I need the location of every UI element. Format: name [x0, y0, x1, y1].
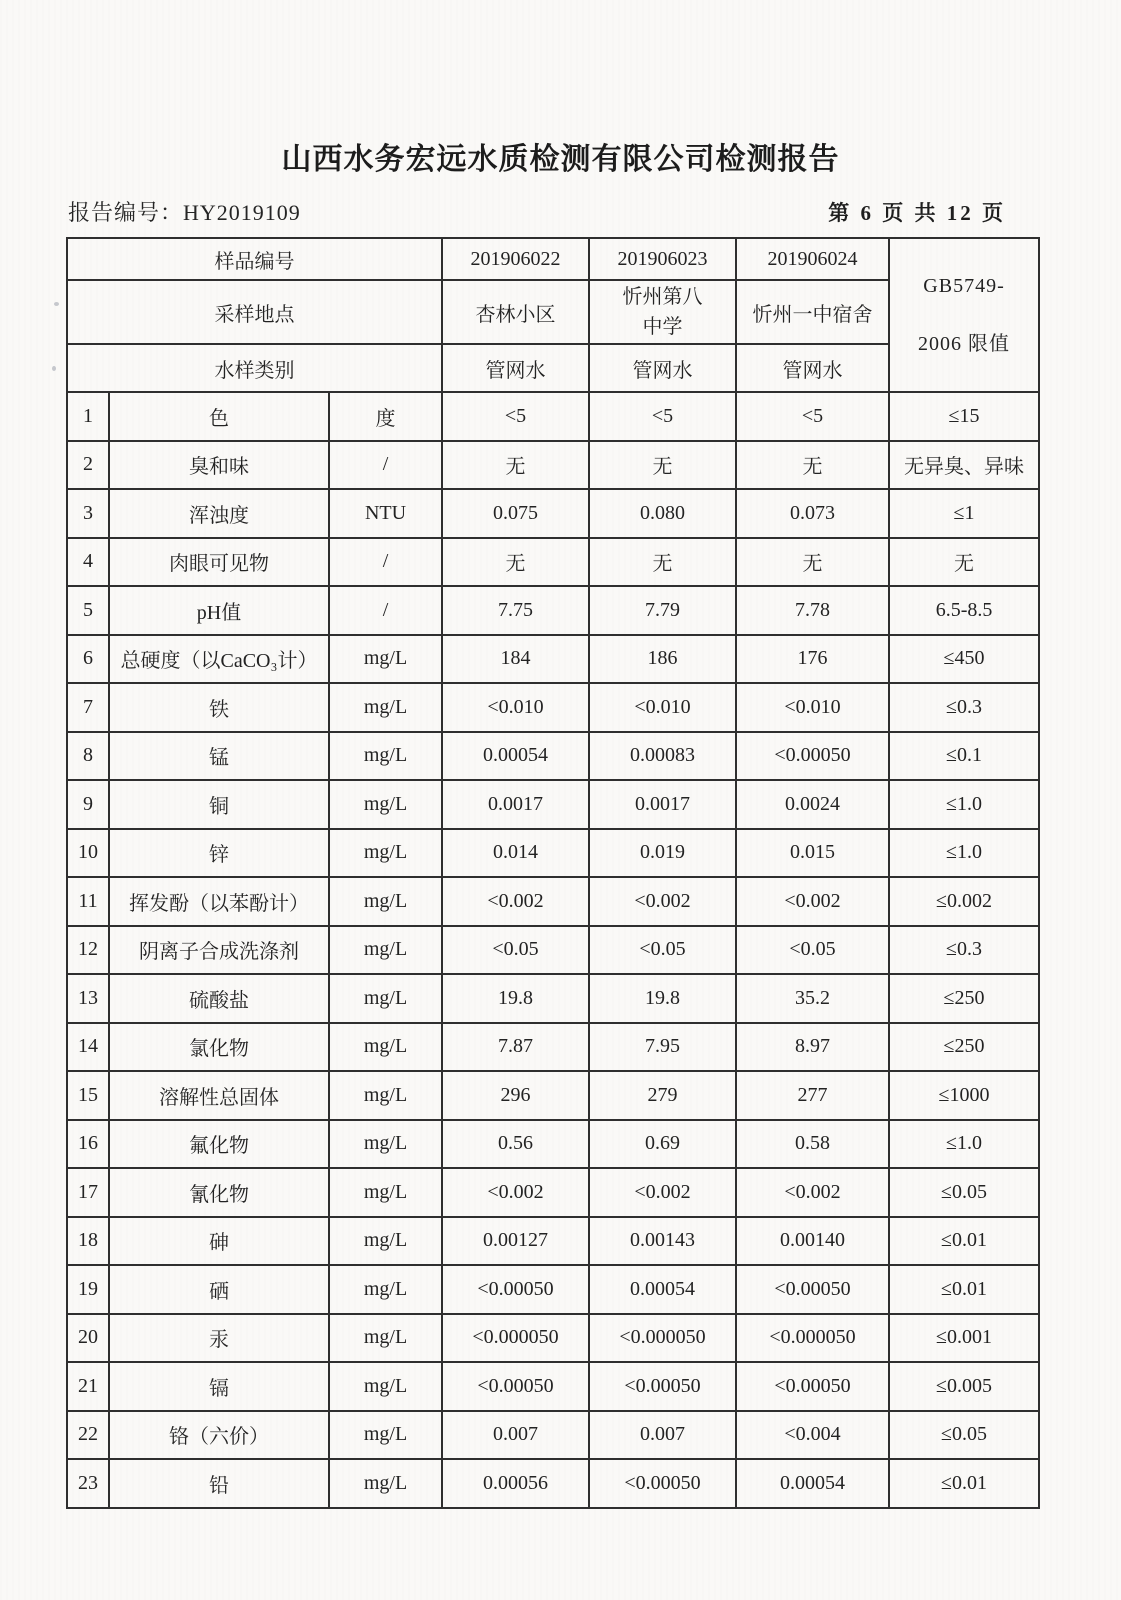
parameter-name: pH值: [109, 586, 329, 635]
parameter-name: 镉: [109, 1362, 329, 1411]
sample3-value: <0.002: [736, 877, 889, 926]
sample3-value: <0.05: [736, 926, 889, 975]
table-row: [67, 489, 1039, 538]
parameter-name: 铁: [109, 683, 329, 732]
parameter-name: 铬（六价）: [109, 1411, 329, 1460]
sample3-value: <0.002: [736, 1168, 889, 1217]
sample2-value: 0.007: [589, 1411, 736, 1460]
sample1-value: <0.002: [442, 1168, 589, 1217]
row-number: 3: [67, 489, 109, 538]
sample3-value: 35.2: [736, 974, 889, 1023]
row-number: 16: [67, 1120, 109, 1169]
unit: /: [329, 586, 442, 635]
limit-value: ≤0.05: [889, 1168, 1039, 1217]
sample1-value: <5: [442, 392, 589, 441]
sample1-value: 7.75: [442, 586, 589, 635]
unit: mg/L: [329, 1071, 442, 1120]
unit: NTU: [329, 489, 442, 538]
row-number: 12: [67, 926, 109, 975]
scan-speck: [52, 366, 56, 371]
table-row: [67, 1314, 1039, 1363]
table-row: [67, 586, 1039, 635]
unit: /: [329, 441, 442, 490]
sample2-value: <5: [589, 392, 736, 441]
water-quality-table: [66, 237, 1040, 1509]
unit: mg/L: [329, 635, 442, 684]
table-row: [67, 1120, 1039, 1169]
table-row: [67, 1265, 1039, 1314]
parameter-name: 汞: [109, 1314, 329, 1363]
table-row: [67, 1459, 1039, 1508]
location-3: 忻州一中宿舍: [736, 280, 889, 344]
parameter-name: 铜: [109, 780, 329, 829]
sample3-value: 8.97: [736, 1023, 889, 1072]
sample1-value: 无: [442, 538, 589, 587]
sample2-value: <0.000050: [589, 1314, 736, 1363]
limit-value: ≤15: [889, 392, 1039, 441]
sample3-value: 277: [736, 1071, 889, 1120]
sample1-value: 7.87: [442, 1023, 589, 1072]
report-number: 报告编号：HY2019109: [68, 200, 301, 225]
sample-id-2: 201906023: [589, 238, 736, 280]
row-number: 15: [67, 1071, 109, 1120]
table-row: [67, 780, 1039, 829]
unit: mg/L: [329, 1265, 442, 1314]
location-label: 采样地点: [67, 280, 442, 344]
limit-value: ≤0.002: [889, 877, 1039, 926]
sample1-value: 0.014: [442, 829, 589, 878]
row-number: 20: [67, 1314, 109, 1363]
sample-id-1: 201906022: [442, 238, 589, 280]
table-row: [67, 877, 1039, 926]
parameter-name: 浑浊度: [109, 489, 329, 538]
limit-value: ≤0.01: [889, 1459, 1039, 1508]
sample2-value: 0.0017: [589, 780, 736, 829]
location-2-text: 忻州第八中学: [622, 286, 703, 338]
sample3-value: <0.00050: [736, 1362, 889, 1411]
table-row: [67, 974, 1039, 1023]
row-number: 1: [67, 392, 109, 441]
table-row: [67, 926, 1039, 975]
unit: /: [329, 538, 442, 587]
table-row: [67, 441, 1039, 490]
table-row: [67, 1071, 1039, 1120]
row-number: 4: [67, 538, 109, 587]
page-indicator: 第 6 页 共 12 页: [828, 201, 1006, 225]
table-row: [67, 829, 1039, 878]
limit-value: ≤0.01: [889, 1265, 1039, 1314]
sample2-value: 无: [589, 538, 736, 587]
sample3-value: 0.073: [736, 489, 889, 538]
unit: mg/L: [329, 683, 442, 732]
sample1-value: <0.000050: [442, 1314, 589, 1363]
sample2-value: 7.79: [589, 586, 736, 635]
sample-id-3: 201906024: [736, 238, 889, 280]
parameter-name: 臭和味: [109, 441, 329, 490]
sample2-value: 186: [589, 635, 736, 684]
sample1-value: 0.075: [442, 489, 589, 538]
sample3-value: 0.015: [736, 829, 889, 878]
unit: mg/L: [329, 1459, 442, 1508]
sample-type-3: 管网水: [736, 344, 889, 392]
sample2-value: 0.00143: [589, 1217, 736, 1266]
sample2-value: <0.00050: [589, 1459, 736, 1508]
sample1-value: 0.00127: [442, 1217, 589, 1266]
sample3-value: 无: [736, 538, 889, 587]
sample3-value: <0.00050: [736, 732, 889, 781]
limit-value: ≤1: [889, 489, 1039, 538]
sample2-value: <0.002: [589, 1168, 736, 1217]
limit-value: ≤1.0: [889, 780, 1039, 829]
sample1-value: 0.00054: [442, 732, 589, 781]
sample3-value: <0.00050: [736, 1265, 889, 1314]
limit-standard-header: [889, 238, 1039, 392]
scan-speck: [54, 302, 59, 306]
parameter-name: 氰化物: [109, 1168, 329, 1217]
sample1-value: <0.05: [442, 926, 589, 975]
sample2-value: 19.8: [589, 974, 736, 1023]
limit-value: ≤0.05: [889, 1411, 1039, 1460]
sample2-value: 无: [589, 441, 736, 490]
parameter-name: 溶解性总固体: [109, 1071, 329, 1120]
sample1-value: <0.00050: [442, 1265, 589, 1314]
row-number: 7: [67, 683, 109, 732]
sample3-value: <5: [736, 392, 889, 441]
parameter-name: 铅: [109, 1459, 329, 1508]
limit-value: ≤450: [889, 635, 1039, 684]
limit-value: ≤250: [889, 1023, 1039, 1072]
unit: mg/L: [329, 1314, 442, 1363]
sample1-value: 无: [442, 441, 589, 490]
report-title: 山西水务宏远水质检测有限公司检测报告: [281, 143, 840, 176]
unit: mg/L: [329, 1023, 442, 1072]
row-number: 8: [67, 732, 109, 781]
table-row: [67, 732, 1039, 781]
row-number: 21: [67, 1362, 109, 1411]
sample2-value: 7.95: [589, 1023, 736, 1072]
sample3-value: 0.00054: [736, 1459, 889, 1508]
row-number: 18: [67, 1217, 109, 1266]
unit: mg/L: [329, 780, 442, 829]
location-2: [589, 280, 736, 344]
row-number: 5: [67, 586, 109, 635]
sample1-value: <0.002: [442, 877, 589, 926]
unit: mg/L: [329, 877, 442, 926]
table-row: [67, 635, 1039, 684]
location-1: 杏林小区: [442, 280, 589, 344]
row-number: 19: [67, 1265, 109, 1314]
sample1-value: 0.00056: [442, 1459, 589, 1508]
parameter-name: 砷: [109, 1217, 329, 1266]
sample2-value: 0.00054: [589, 1265, 736, 1314]
parameter-name: 硒: [109, 1265, 329, 1314]
sample2-value: <0.002: [589, 877, 736, 926]
row-number: 6: [67, 635, 109, 684]
report-meta: [68, 196, 1006, 227]
sample1-value: <0.010: [442, 683, 589, 732]
sample3-value: <0.010: [736, 683, 889, 732]
limit-standard-line1: GB5749-: [923, 275, 1005, 297]
sample-id-label: 样品编号: [67, 238, 442, 280]
sample1-value: 0.0017: [442, 780, 589, 829]
unit: mg/L: [329, 1120, 442, 1169]
limit-value: ≤1.0: [889, 1120, 1039, 1169]
sample2-value: 0.69: [589, 1120, 736, 1169]
unit: mg/L: [329, 829, 442, 878]
parameter-name: 色: [109, 392, 329, 441]
sample2-value: 0.080: [589, 489, 736, 538]
sample2-value: <0.010: [589, 683, 736, 732]
sample-type-label: 水样类别: [67, 344, 442, 392]
limit-value: ≤0.1: [889, 732, 1039, 781]
parameter-name: 挥发酚（以苯酚计）: [109, 877, 329, 926]
table-row: [67, 1411, 1039, 1460]
parameter-name: 氟化物: [109, 1120, 329, 1169]
limit-value: 6.5-8.5: [889, 586, 1039, 635]
sample3-value: 无: [736, 441, 889, 490]
sample2-value: <0.05: [589, 926, 736, 975]
unit: mg/L: [329, 1217, 442, 1266]
sample-type-1: 管网水: [442, 344, 589, 392]
header-row-sample-id: [67, 238, 1039, 280]
row-number: 22: [67, 1411, 109, 1460]
table-row: [67, 392, 1039, 441]
parameter-name: 锰: [109, 732, 329, 781]
sample3-value: 7.78: [736, 586, 889, 635]
table-row: [67, 1023, 1039, 1072]
limit-value: ≤0.001: [889, 1314, 1039, 1363]
parameter-name: 锌: [109, 829, 329, 878]
table-row: [67, 1168, 1039, 1217]
row-number: 11: [67, 877, 109, 926]
sample3-value: 0.00140: [736, 1217, 889, 1266]
sample3-value: <0.004: [736, 1411, 889, 1460]
unit: 度: [329, 392, 442, 441]
sample2-value: <0.00050: [589, 1362, 736, 1411]
sample1-value: 296: [442, 1071, 589, 1120]
sample2-value: 0.00083: [589, 732, 736, 781]
unit: mg/L: [329, 1411, 442, 1460]
limit-value: ≤0.3: [889, 683, 1039, 732]
table-row: [67, 1362, 1039, 1411]
parameter-name: 硫酸盐: [109, 974, 329, 1023]
sample1-value: <0.00050: [442, 1362, 589, 1411]
unit: mg/L: [329, 926, 442, 975]
sample-type-2: 管网水: [589, 344, 736, 392]
row-number: 13: [67, 974, 109, 1023]
sample2-value: 0.019: [589, 829, 736, 878]
sample1-value: 0.007: [442, 1411, 589, 1460]
limit-value: ≤1000: [889, 1071, 1039, 1120]
limit-standard-line2: 2006 限值: [918, 333, 1011, 355]
table-row: [67, 683, 1039, 732]
unit: mg/L: [329, 1362, 442, 1411]
sample3-value: 0.58: [736, 1120, 889, 1169]
row-number: 14: [67, 1023, 109, 1072]
row-number: 17: [67, 1168, 109, 1217]
parameter-name: 阴离子合成洗涤剂: [109, 926, 329, 975]
limit-value: ≤0.005: [889, 1362, 1039, 1411]
sample3-value: 176: [736, 635, 889, 684]
sample3-value: 0.0024: [736, 780, 889, 829]
table-row: [67, 538, 1039, 587]
parameter-name: 肉眼可见物: [109, 538, 329, 587]
parameter-name: 总硬度（以CaCO₃计）: [109, 635, 329, 684]
limit-value: ≤250: [889, 974, 1039, 1023]
row-number: 10: [67, 829, 109, 878]
row-number: 23: [67, 1459, 109, 1508]
limit-value: ≤1.0: [889, 829, 1039, 878]
row-number: 2: [67, 441, 109, 490]
unit: mg/L: [329, 1168, 442, 1217]
sample1-value: 184: [442, 635, 589, 684]
unit: mg/L: [329, 732, 442, 781]
limit-value: ≤0.3: [889, 926, 1039, 975]
limit-value: ≤0.01: [889, 1217, 1039, 1266]
parameter-name: 氯化物: [109, 1023, 329, 1072]
sample3-value: <0.000050: [736, 1314, 889, 1363]
table-row: [67, 1217, 1039, 1266]
sample1-value: 19.8: [442, 974, 589, 1023]
unit: mg/L: [329, 974, 442, 1023]
limit-value: 无: [889, 538, 1039, 587]
sample2-value: 279: [589, 1071, 736, 1120]
limit-value: 无异臭、异味: [889, 441, 1039, 490]
sample1-value: 0.56: [442, 1120, 589, 1169]
row-number: 9: [67, 780, 109, 829]
